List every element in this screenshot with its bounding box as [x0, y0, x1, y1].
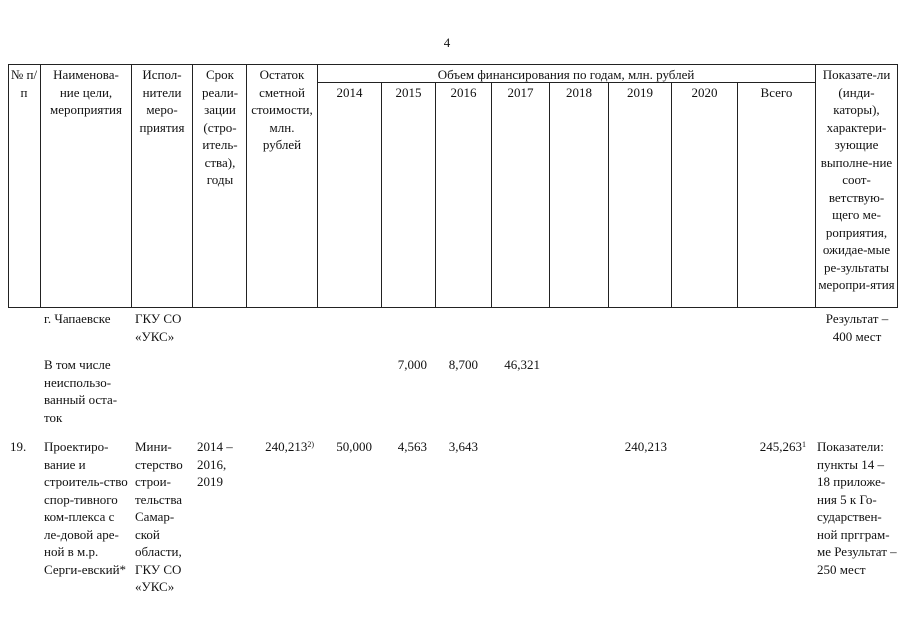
row3-value-2014: 50,000 — [336, 439, 372, 454]
col-border-2014 — [381, 82, 382, 308]
col-border-right — [897, 64, 898, 308]
row2-value-2017: 46,321 — [504, 357, 540, 372]
header-bottom-border — [8, 307, 898, 308]
row3-number: 19. — [10, 439, 27, 454]
col-border-2020 — [737, 82, 738, 308]
row3-executor: Мини-стерство строи-тельства Самар-ской области, ГКУ СО «УКС» — [135, 439, 183, 594]
col-border-2018 — [608, 82, 609, 308]
col-border-2016 — [491, 82, 492, 308]
col-border-2019 — [671, 82, 672, 308]
col-border-2017 — [549, 82, 550, 308]
row2-name: В том числе неиспользо-ванный оста-ток — [44, 357, 118, 425]
header-year-2017: 2017 — [507, 85, 534, 100]
col-border-3 — [192, 64, 193, 308]
row2-value-2016: 8,700 — [448, 357, 478, 372]
page-number: 4 — [443, 35, 451, 50]
header-name: Наименова-ние цели, мероприятия — [49, 67, 122, 117]
row3-term: 2014 – 2016, 2019 — [197, 439, 233, 489]
header-year-2016: 2016 — [450, 85, 477, 100]
row3-remaining-cost-note: 2) — [307, 440, 314, 449]
header-year-2019: 2019 — [627, 85, 653, 100]
row3-total-value: 245,263 — [759, 439, 802, 454]
header-year-2020: 2020 — [691, 85, 718, 100]
row3-total — [738, 438, 806, 455]
header-indicators: Показате-ли (инди-каторы), характери-зующие выполне-ние соот-ветствую-щего ме-роприятия, ожидае-мые ре-зультаты меропри-ятия — [818, 67, 895, 292]
col-border-left — [8, 64, 9, 308]
col-border-1 — [40, 64, 41, 308]
col-border-total — [815, 64, 816, 308]
row3-value-2016: 3,643 — [448, 439, 478, 454]
col-border-4 — [246, 64, 247, 308]
row3-value-2019: 240,213 — [624, 439, 667, 454]
header-year-2018: 2018 — [566, 85, 592, 100]
row1-result: Результат – 400 мест — [825, 311, 889, 344]
row1-executor: ГКУ СО «УКС» — [135, 311, 182, 344]
row2-value-2015: 7,000 — [397, 357, 427, 372]
header-year-2015: 2015 — [395, 85, 422, 100]
header-remaining-cost: Остаток сметной стоимости, млн. рублей — [251, 67, 313, 152]
header-term: Срок реали-зации (стро-итель-ства), годы — [201, 67, 239, 187]
header-number: № п/п — [10, 67, 38, 100]
row3-value-2015: 4,563 — [397, 439, 427, 454]
row3-remaining-cost-value: 240,213 — [265, 439, 308, 454]
row1-name: г. Чапаевске — [44, 311, 111, 326]
row3-name: Проектиро-вание и строитель-ство спор-тивного ком-плекса с ле-довой аре-ной в м.р. Серги-евский* — [44, 439, 128, 577]
row3-total-note: 1 — [802, 440, 806, 449]
header-funding: Объем финансирования по годам, млн. рублей — [437, 67, 695, 82]
row3-remaining-cost — [248, 438, 314, 455]
col-border-2 — [131, 64, 132, 308]
header-year-2014: 2014 — [336, 85, 363, 100]
header-total: Всего — [760, 85, 793, 100]
header-executor: Испол-нители меро-приятия — [139, 67, 185, 135]
row3-indicators: Показатели: пункты 14 – 18 приложе-ния 5 к Го-сударствен-ной пргграм-ме Результат – 250 мест — [817, 439, 897, 577]
col-border-2015 — [435, 82, 436, 308]
table-top-border — [8, 64, 898, 65]
